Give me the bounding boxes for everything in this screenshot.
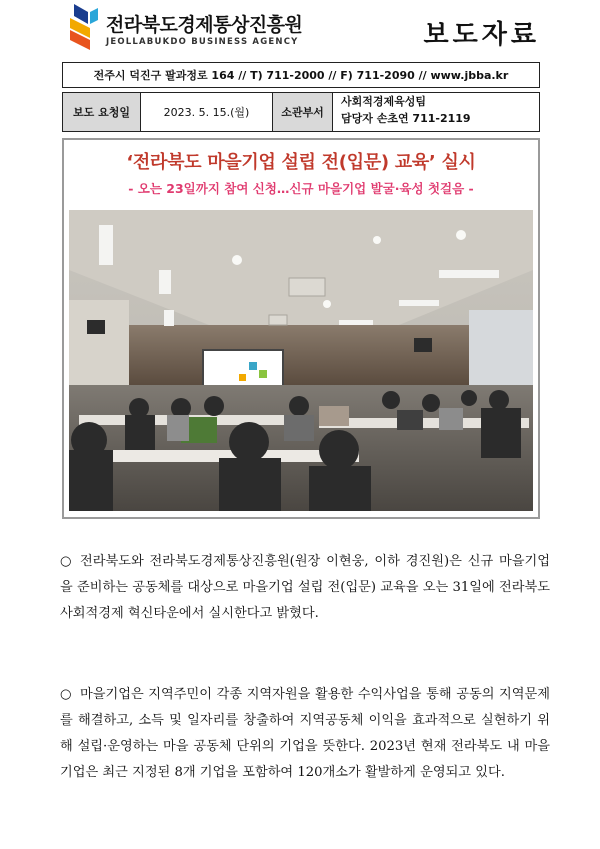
agency-logo-icon [66,2,100,56]
request-date-value: 2023. 5. 15.(월) [141,93,273,131]
paragraph-text: 전라북도와 전라북도경제통상진흥원(원장 이현웅, 이하 경진원)은 신규 마을기업을 준비하는 공동체를 대상으로 마을기업 설립 전(입문) 교육을 오는 31일에 전라북도 사회적경제 혁신타운에서 실시한다고 밝혔다. [60,554,550,621]
paragraph-2 [60,682,550,786]
contact-bar: 전주시 덕진구 팔과정로 164 // T) 711-2000 // F) 711-2090 // www.jbba.kr [62,62,540,88]
department-label: 소관부서 [273,93,333,131]
header [62,0,540,62]
paragraph-text: 마을기업은 지역주민이 각종 지역자원을 활용한 수익사업을 통해 공동의 지역문제를 해결하고, 소득 및 일자리를 창출하여 지역공동체 이익을 효과적으로 실현하기 위해 설립·운영하는 마을 공동체 단위의 기업을 뜻한다. 2023년 현재 전라북도 내 마을기업은 최근 지정된 8개 기업을 포함하여 120개소가 활발하게 운영되고 있다. [60,687,550,780]
seminar-photo [69,210,533,511]
contact-person: 담당자 손초연 711-2119 [341,112,471,125]
department-info [333,93,539,131]
headline-title: ‘전라북도 마을기업 설립 전(입문) 교육’ 실시 [126,152,476,173]
bullet-icon: ○ [60,687,72,702]
headline-box [62,138,540,519]
bullet-icon: ○ [60,554,72,569]
org-name: 전라북도경제통상진흥원 [106,14,303,36]
department-name: 사회적경제육성팀 [341,95,427,108]
org-english-name: JEOLLABUKDO BUSINESS AGENCY [106,37,299,47]
info-table [62,92,540,132]
paragraph-1 [60,549,550,627]
request-date-label: 보도 요청일 [63,93,141,131]
headline-subtitle: - 오는 23일까지 참여 신청…신규 마을기업 발굴·육성 첫걸음 - [128,181,474,196]
document-type: 보도자료 [423,20,540,50]
